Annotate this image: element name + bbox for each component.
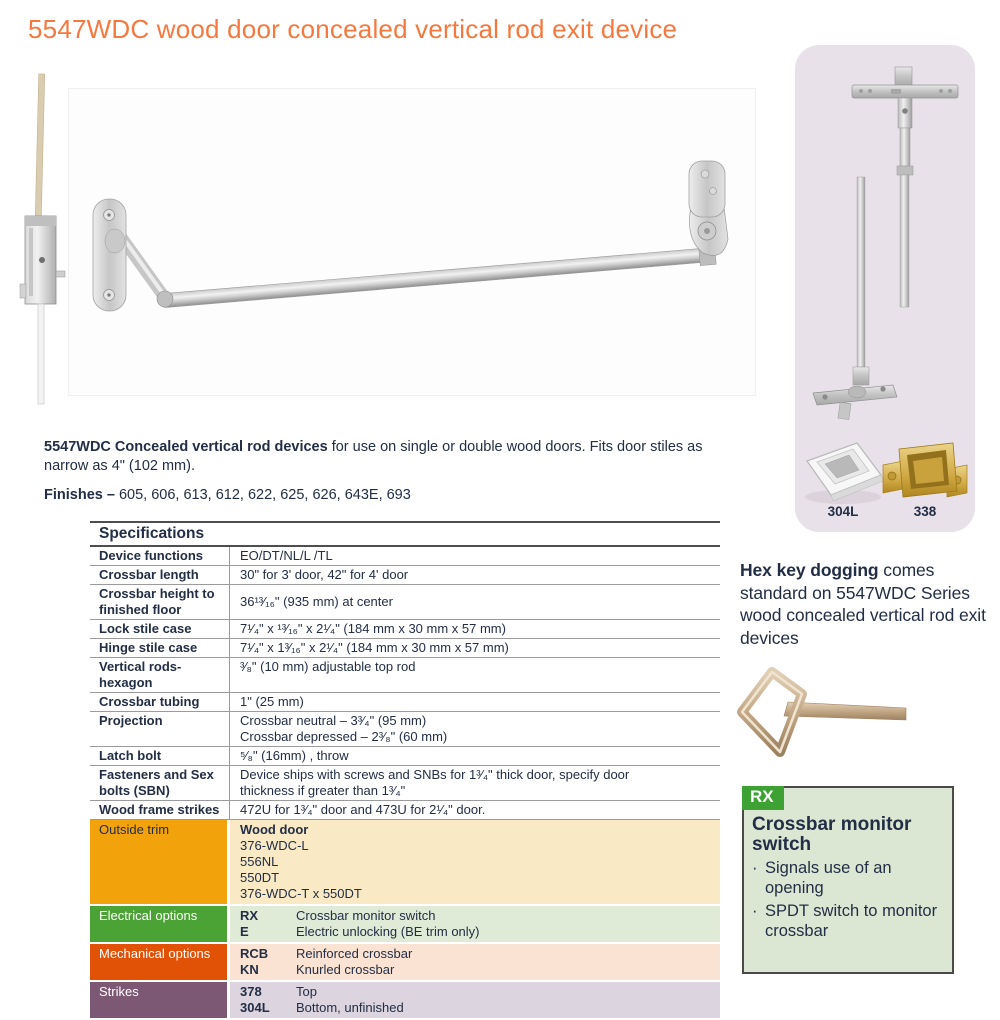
- intro-paragraph: [44, 438, 706, 476]
- hex-key-note-lead: Hex key dogging: [740, 560, 879, 580]
- spec-value: 472U for 1³⁄₄" door and 473U for 2¹⁄₄" door.: [240, 802, 486, 817]
- finishes-line: [44, 487, 411, 503]
- spec-label: Crossbar length: [90, 566, 230, 584]
- outside-trim-item: 376-WDC-T x 550DT: [240, 886, 362, 901]
- spec-value: ⁵⁄₈" (16mm) , throw: [240, 748, 349, 763]
- strikes-row: [90, 982, 720, 1020]
- rx-bullet-text: Signals use of an opening: [765, 859, 892, 897]
- top-rod-assembly: [852, 67, 958, 307]
- spec-row-crossbar-height: [90, 585, 720, 620]
- spec-row-crossbar-length: [90, 566, 720, 585]
- spec-value: Crossbar depressed – 2³⁄₈" (60 mm): [240, 729, 448, 744]
- option-code: 378: [240, 984, 262, 999]
- spec-label: Fasteners and Sex bolts (SBN): [90, 766, 230, 800]
- spec-row-lock-stile-case: [90, 620, 720, 639]
- option-code: RCB: [240, 946, 269, 961]
- bullet-dot-icon: ·: [752, 902, 758, 920]
- outside-trim-item: 556NL: [240, 854, 279, 869]
- option-desc: Bottom, unfinished: [296, 1000, 404, 1015]
- mechanical-options-row: [90, 944, 720, 982]
- spec-row-hinge-stile-case: [90, 639, 720, 658]
- spec-value: 1" (25 mm): [240, 694, 304, 709]
- strike-338-illustration: [883, 443, 967, 497]
- spec-value: EO/DT/NL/L /TL: [240, 548, 333, 563]
- specifications-heading: Specifications: [90, 521, 720, 547]
- rx-bullet-item: [752, 859, 946, 898]
- spec-value: Device ships with screws and SNBs for 1³⁄₄" thick door, specify door: [240, 767, 630, 782]
- option-desc: Reinforced crossbar: [296, 946, 413, 961]
- intro-lead: 5547WDC Concealed vertical rod devices: [44, 439, 328, 455]
- spec-label: Hinge stile case: [90, 639, 230, 657]
- mechanical-options-label: Mechanical options: [90, 944, 230, 980]
- electrical-options-label: Electrical options: [90, 906, 230, 942]
- outside-trim-item: 550DT: [240, 870, 280, 885]
- spec-value: 30" for 3' door, 42" for 4' door: [240, 567, 409, 582]
- rx-badge: RX: [742, 786, 784, 810]
- rx-bullet-text: SPDT switch to monitor crossbar: [765, 902, 938, 940]
- strike-338-label: 338: [913, 504, 937, 519]
- outside-trim-row: [90, 820, 720, 906]
- finishes-values: 605, 606, 613, 612, 622, 625, 626, 643E, 693: [114, 487, 411, 503]
- spec-label: Crossbar height to finished floor: [90, 585, 230, 619]
- outside-trim-heading: Wood door: [240, 822, 309, 837]
- spec-value: 7¹⁄₄" x 1³⁄₁₆" x 2¹⁄₄" (184 mm x 30 mm x 57 mm): [240, 640, 509, 655]
- outside-trim-item: 376-WDC-L: [240, 838, 309, 853]
- page-title: 5547WDC wood door concealed vertical rod exit device: [28, 14, 678, 44]
- option-desc: Knurled crossbar: [296, 962, 395, 977]
- spec-row-projection: [90, 712, 720, 747]
- exit-device-photo-frame: [68, 88, 756, 396]
- strike-304l-label: 304L: [827, 504, 859, 519]
- concealed-rod-latch-svg: [16, 74, 66, 406]
- rx-box-heading: Crossbar monitor switch: [752, 814, 912, 855]
- spec-label: Latch bolt: [90, 747, 230, 765]
- spec-label: Projection: [90, 712, 230, 746]
- bottom-rod-assembly: [813, 177, 897, 420]
- rx-bullet-item: [752, 902, 946, 941]
- spec-value: 36¹³⁄₁₆" (935 mm) at center: [240, 594, 393, 609]
- option-code: E: [240, 924, 249, 939]
- rx-option-box: [742, 786, 954, 974]
- electrical-options-row: [90, 906, 720, 944]
- spec-row-device-functions: [90, 547, 720, 566]
- option-desc: Crossbar monitor switch: [296, 908, 436, 923]
- hex-key-note-text: comes standard on 5547WDC Series wood concealed vertical rod exit devices: [740, 560, 986, 648]
- concealed-rod-latch-illustration: [16, 74, 66, 406]
- spec-row-latch-bolt: [90, 747, 720, 766]
- vertical-rod-assemblies-illustration: [795, 45, 975, 532]
- spec-label: Crossbar tubing: [90, 693, 230, 711]
- vertical-rods-panel: [795, 45, 975, 532]
- exit-device-illustration: [69, 89, 757, 397]
- spec-label: Device functions: [90, 547, 230, 565]
- spec-label: Vertical rods- hexagon: [90, 658, 230, 692]
- spec-row-fasteners: [90, 766, 720, 801]
- bullet-dot-icon: ·: [752, 859, 758, 877]
- outside-trim-label: Outside trim: [90, 820, 230, 904]
- spec-row-crossbar-tubing: [90, 693, 720, 712]
- hex-key-illustration: [736, 664, 916, 768]
- specifications-table: [90, 521, 720, 1020]
- spec-label: Wood frame strikes: [90, 801, 230, 819]
- crossbar: [158, 248, 709, 308]
- left-arm: [119, 234, 173, 307]
- intro-text: for use on single or double wood doors. Fits door stiles as narrow as 4" (102 mm).: [44, 439, 703, 474]
- option-code: RX: [240, 908, 259, 923]
- spec-value: Crossbar neutral – 3³⁄₄" (95 mm): [240, 713, 427, 728]
- spec-value: 7¹⁄₄" x ¹³⁄₁₆" x 2¹⁄₄" (184 mm x 30 mm x 57 mm): [240, 621, 506, 636]
- spec-row-wood-frame-strikes: [90, 801, 720, 820]
- strike-304l-illustration: [805, 443, 883, 504]
- strikes-label: Strikes: [90, 982, 230, 1018]
- option-desc: Electric unlocking (BE trim only): [296, 924, 480, 939]
- option-desc: Top: [296, 984, 317, 999]
- spec-value: ³⁄₈" (10 mm) adjustable top rod: [240, 659, 416, 674]
- spec-label: Lock stile case: [90, 620, 230, 638]
- hex-key-note: [740, 559, 986, 649]
- finishes-label: Finishes –: [44, 487, 115, 503]
- option-code: KN: [240, 962, 259, 977]
- option-code: 304L: [240, 1000, 270, 1015]
- spec-row-vertical-rods: [90, 658, 720, 693]
- spec-value: thickness if greater than 1³⁄₄": [240, 783, 406, 798]
- left-mounting-plate: [93, 199, 126, 311]
